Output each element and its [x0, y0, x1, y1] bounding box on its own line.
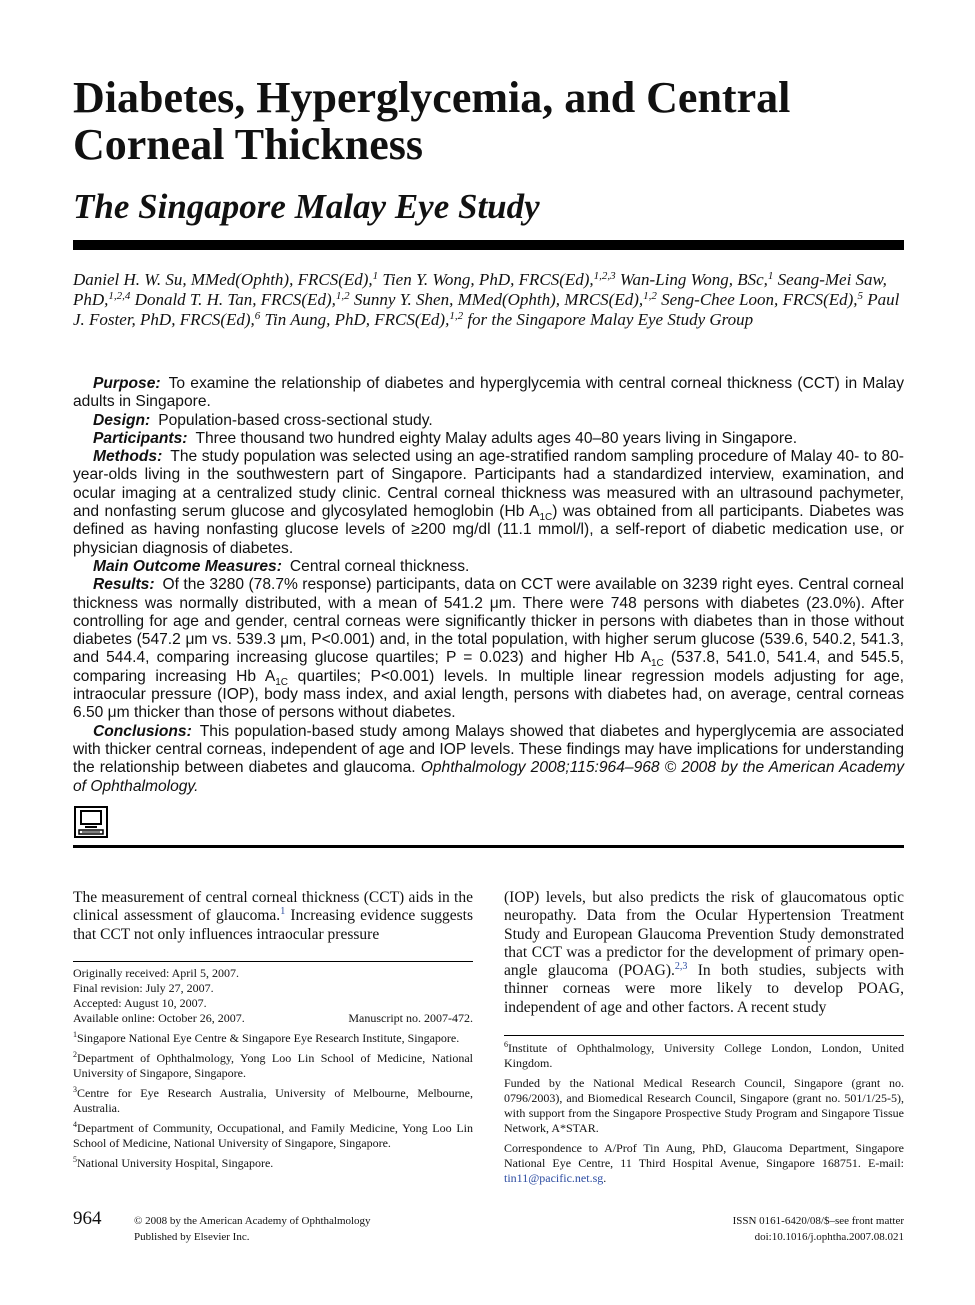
abstract-label: Results: — [93, 576, 155, 594]
online-date-row — [73, 1011, 473, 1026]
author-name: Seng-Chee Loon, FRCS(Ed), — [661, 290, 858, 309]
abstract-text: To examine the relationship of diabetes and hyperglycemia with central corneal thickness (CCT) in Malay adults in Singapore. — [73, 375, 904, 411]
footnote-rule — [73, 961, 473, 962]
abstract-text: The study population was selected using an age-stratified random sampling procedure of Malay 40- to 80-year-olds living in the southwestern part of Singapore. Participants had a standardized interview, examination, and ocular imaging at a centralized study clinic. Central corneal thickness was measured with an ultrasound pachymeter, and nonfasting serum glucose and glycosylated hemoglobin (Hb A — [73, 448, 904, 521]
correspondence-text: Correspondence to A/Prof Tin Aung, PhD, Glaucoma Department, Singapore National Eye Centre, 11 Third Hospital Avenue, Singapore 168751. E-mail: — [504, 1141, 904, 1170]
correspondence-note — [504, 1141, 904, 1186]
affiliation-number: 2 — [73, 1050, 77, 1059]
affiliation-number: 5 — [73, 1155, 77, 1164]
author-group: for the Singapore Malay Eye Study Group — [467, 310, 754, 329]
author-affiliation: 1,2,3 — [593, 270, 616, 282]
abstract-participants — [73, 430, 904, 448]
abstract-label: Main Outcome Measures: — [93, 557, 282, 575]
abstract-text: Three thousand two hundred eighty Malay adults ages 40–80 years living in Singapore. — [195, 429, 798, 447]
abstract-text: Population-based cross-sectional study. — [158, 411, 433, 429]
author-affiliation: 6 — [254, 310, 261, 322]
abstract-label: Purpose: — [93, 375, 161, 392]
abstract-outcome — [73, 558, 904, 576]
abstract-label: Methods: — [93, 448, 163, 466]
article-title: Diabetes, Hyperglycemia, and Central Corneal Thickness — [73, 73, 791, 169]
abstract — [73, 375, 904, 796]
affiliation-number: 4 — [73, 1120, 77, 1129]
author-name: Seang-Mei Saw, PhD, — [73, 270, 887, 309]
footnotes-right — [504, 1041, 904, 1191]
received-date: Originally received: April 5, 2007. — [73, 966, 239, 980]
affiliation — [73, 1086, 473, 1116]
abstract-label: Design: — [93, 411, 151, 429]
article-subtitle: The Singapore Malay Eye Study — [73, 187, 540, 226]
abstract-purpose — [73, 375, 904, 412]
abstract-methods — [73, 448, 904, 558]
author-name: Paul J. Foster, PhD, FRCS(Ed), — [73, 290, 900, 329]
correspondence-end: . — [603, 1171, 607, 1185]
author-name: Sunny Y. Shen, MMed(Ophth), MRCS(Ed), — [353, 290, 644, 309]
footnote-rule — [504, 1035, 904, 1036]
abstract-results — [73, 576, 904, 722]
body-text: In both studies, subjects with thinner corneas were more likely to develop POAG, independent of age and other factors. A recent study — [504, 962, 904, 1016]
doi: doi:10.1016/j.ophtha.2007.08.021 — [754, 1231, 904, 1243]
revision-date: Final revision: July 27, 2007. — [73, 981, 214, 995]
author-affiliation: 1 — [767, 270, 774, 282]
abstract-citation: Ophthalmology 2008;115:964–968 © 2008 by the American Academy of Ophthalmology. — [73, 759, 905, 795]
affiliation — [504, 1041, 904, 1071]
abstract-text: Of the 3280 (78.7% response) participants, data on CCT were available on 3239 right eyes. Central corneal thickness was normally distributed, with a mean of 541.2 μm. There were 748 persons with diabetes (23.0%). After controlling for age and gender, central corneas were significantly thicker in persons with diabetes than in those without diabetes (547.2 μm vs. 539.3 μm, P<0.001) and, in the total population, with higher serum glucose (539.6, 540.2, 541.3, and 544.4, comparing increasing glucose quartiles; P = 0.023) and higher Hb A — [73, 576, 904, 667]
author-name: Donald T. H. Tan, FRCS(Ed), — [134, 290, 336, 309]
publisher: Published by Elsevier Inc. — [134, 1231, 250, 1243]
abstract-text: ) was obtained from all participants. Diabetes was defined as having nonfasting glucose levels of ≥200 mg/dl (11.1 mmol/l), a self-report of diabetic medication use, or physician diagnosis of diabetes. — [73, 503, 904, 557]
page-number: 964 — [73, 1208, 102, 1229]
title-rule — [73, 240, 904, 250]
author-affiliation: 1 — [372, 270, 379, 282]
body-text: Increasing evidence suggests that CCT not only influences intraocular pressure — [73, 907, 473, 943]
author-list — [73, 270, 904, 330]
author-affiliation: 5 — [857, 290, 864, 302]
body-column-right — [504, 889, 904, 1017]
publisher-info — [134, 1213, 371, 1245]
citation-link[interactable]: 2,3 — [674, 961, 688, 973]
author-name: Daniel H. W. Su, MMed(Ophth), FRCS(Ed), — [73, 270, 373, 289]
email-link[interactable]: tin11@pacific.net.sg — [504, 1171, 604, 1185]
author-name: Tien Y. Wong, PhD, FRCS(Ed), — [382, 270, 594, 289]
body-column-left — [73, 889, 473, 944]
online-date: Available online: October 26, 2007. — [73, 1011, 245, 1025]
issn: ISSN 0161-6420/08/$–see front matter — [732, 1215, 904, 1227]
abstract-text: (537.8, 541.0, 541.4, and 545.5, comparing increasing Hb A — [73, 649, 904, 685]
author-affiliation: 1,2 — [449, 310, 464, 322]
author-affiliation: 1,2,4 — [108, 290, 131, 302]
author-affiliation: 1,2 — [335, 290, 350, 302]
accepted-date: Accepted: August 10, 2007. — [73, 996, 207, 1010]
funding-note: Funded by the National Medical Research Council, Singapore (grant no. 0796/2003), and Biomedical Research Council, Singapore (grant no. 501/1/25-5), with support from the Singapore Prospective Study Program and Singapore Tissue Network, A*STAR. — [504, 1076, 904, 1135]
subscript: 1C — [275, 676, 289, 688]
affiliation — [73, 1031, 473, 1046]
affiliation-text: Institute of Ophthalmology, University College London, London, United Kingdom. — [504, 1041, 904, 1070]
subscript: 1C — [539, 512, 553, 524]
abstract-design — [73, 412, 904, 430]
affiliation-text: Department of Community, Occupational, and Family Medicine, Yong Loo Lin School of Medicine, National University of Singapore, Singapore. — [73, 1121, 473, 1150]
affiliation-number: 1 — [73, 1030, 77, 1039]
section-rule — [73, 845, 904, 848]
affiliation-text: Department of Ophthalmology, Yong Loo Lin School of Medicine, National University of Singapore, Singapore. — [73, 1051, 473, 1080]
body-text: (IOP) levels, but also predicts the risk of glaucomatous optic neuropathy. Data from the Ocular Hypertension Treatment Study and European Glaucoma Prevention Study demonstrated that CCT was a predictor for the development of primary open-angle glaucoma (POAG). — [504, 889, 904, 980]
footnotes-left — [73, 966, 473, 1176]
abstract-text: quartiles; P<0.001) levels. In multiple linear regression models adjusting for age, intraocular pressure (IOP), body mass index, and axial length, persons with diabetes had, on average, central corneas 6.50 μm thicker than those of persons without diabetes. — [73, 667, 904, 722]
affiliation-text: National University Hospital, Singapore. — [77, 1156, 274, 1170]
affiliation-number: 3 — [73, 1085, 77, 1094]
body-text: The measurement of central corneal thickness (CCT) aids in the clinical assessment of glaucoma. — [73, 889, 473, 925]
subscript: 1C — [650, 658, 664, 670]
affiliation-text: Centre for Eye Research Australia, University of Melbourne, Melbourne, Australia. — [73, 1086, 473, 1115]
abstract-conclusions — [73, 723, 904, 796]
abstract-label: Conclusions: — [93, 722, 192, 740]
affiliation-text: Singapore National Eye Centre & Singapore Eye Research Institute, Singapore. — [77, 1031, 460, 1045]
abstract-text: Central corneal thickness. — [289, 557, 470, 575]
affiliation-number: 6 — [504, 1040, 508, 1049]
affiliation — [73, 1051, 473, 1081]
citation-link[interactable]: 1 — [280, 906, 286, 918]
abstract-text: This population-based study among Malays showed that diabetes and hyperglycemia are associated with thicker central corneas, independent of age and IOP levels. These findings may have implications for understanding the relationship between diabetes and glaucoma. — [73, 722, 904, 777]
author-name: Wan-Ling Wong, BSc, — [619, 270, 768, 289]
author-name: Tin Aung, PhD, FRCS(Ed), — [264, 310, 450, 329]
article-dates — [73, 966, 473, 1026]
copyright: © 2008 by the American Academy of Ophthalmology — [134, 1215, 371, 1227]
issn-info — [733, 1213, 904, 1245]
affiliation — [73, 1121, 473, 1151]
abstract-label: Participants: — [93, 429, 188, 447]
author-affiliation: 1,2 — [643, 290, 657, 302]
manuscript-number: Manuscript no. 2007-472. — [348, 1011, 473, 1025]
computer-monitor-icon[interactable] — [74, 806, 108, 838]
affiliation — [73, 1156, 473, 1171]
